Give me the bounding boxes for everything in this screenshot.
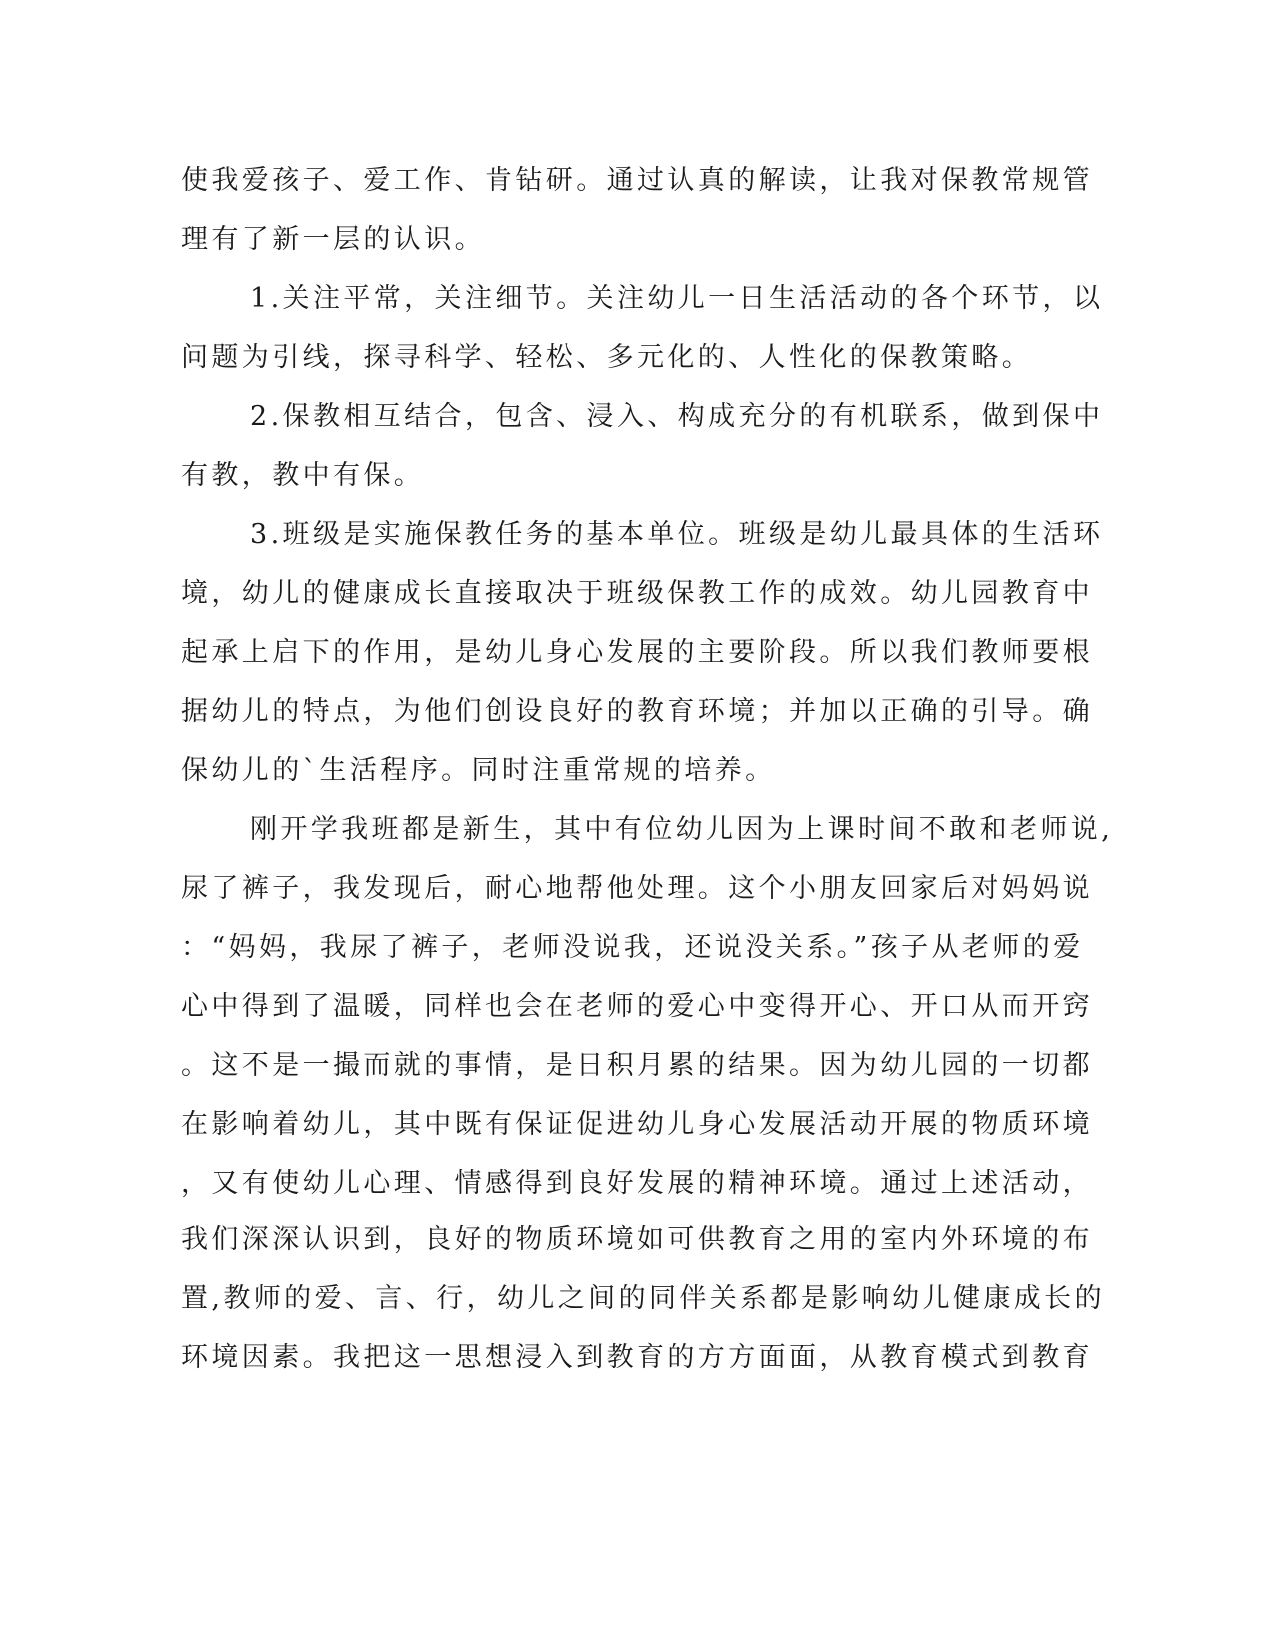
- text-line: 保幼儿的`生活程序。同时注重常规的培养。: [181, 755, 776, 786]
- text-line: 心中得到了温暖，同样也会在老师的爱心中变得开心、开口从而开窍: [181, 991, 1093, 1022]
- text-line: 据幼儿的特点，为他们创设良好的教育环境；并加以正确的引导。确: [181, 696, 1093, 727]
- text-line: 。这不是一撮而就的事情，是日积月累的结果。因为幼儿园的一切都: [181, 1050, 1093, 1081]
- text-line: 有教，教中有保。: [181, 460, 425, 491]
- text-line: 环境因素。我把这一思想浸入到教育的方方面面，从教育模式到教育: [181, 1342, 1093, 1373]
- text-line: 境，幼儿的健康成长直接取决于班级保教工作的成效。幼儿园教育中: [181, 578, 1093, 609]
- text-line: 起承上启下的作用，是幼儿身心发展的主要阶段。所以我们教师要根: [181, 637, 1093, 668]
- text-line: ：“妈妈，我尿了裤子，老师没说我，还说没关系。”孩子从老师的爱: [181, 932, 1084, 963]
- text-line: 2.保教相互结合，包含、浸入、构成充分的有机联系，做到保中: [250, 401, 1104, 432]
- text-line: 3.班级是实施保教任务的基本单位。班级是幼儿最具体的生活环: [250, 519, 1104, 550]
- text-line: 我们深深认识到，良好的物质环境如可供教育之用的室内外环境的布: [181, 1224, 1093, 1255]
- text-line: 置,教师的爱、言、行，幼儿之间的同伴关系都是影响幼儿健康成长的: [181, 1283, 1105, 1314]
- text-line: ，又有使幼儿心理、情感得到良好发展的精神环境。通过上述活动，: [181, 1168, 1093, 1199]
- text-line: 1.关注平常，关注细节。关注幼儿一日生活活动的各个环节，以: [250, 283, 1104, 314]
- text-line: 刚开学我班都是新生，其中有位幼儿因为上课时间不敢和老师说,: [250, 814, 1114, 845]
- text-line: 问题为引线，探寻科学、轻松、多元化的、人性化的保教策略。: [181, 342, 1033, 373]
- text-line: 使我爱孩子、爱工作、肯钻研。通过认真的解读，让我对保教常规管: [181, 165, 1093, 196]
- text-line: 理有了新一层的认识。: [181, 224, 485, 255]
- text-line: 在影响着幼儿，其中既有保证促进幼儿身心发展活动开展的物质环境: [181, 1109, 1093, 1140]
- text-line: 尿了裤子，我发现后，耐心地帮他处理。这个小朋友回家后对妈妈说: [181, 873, 1093, 904]
